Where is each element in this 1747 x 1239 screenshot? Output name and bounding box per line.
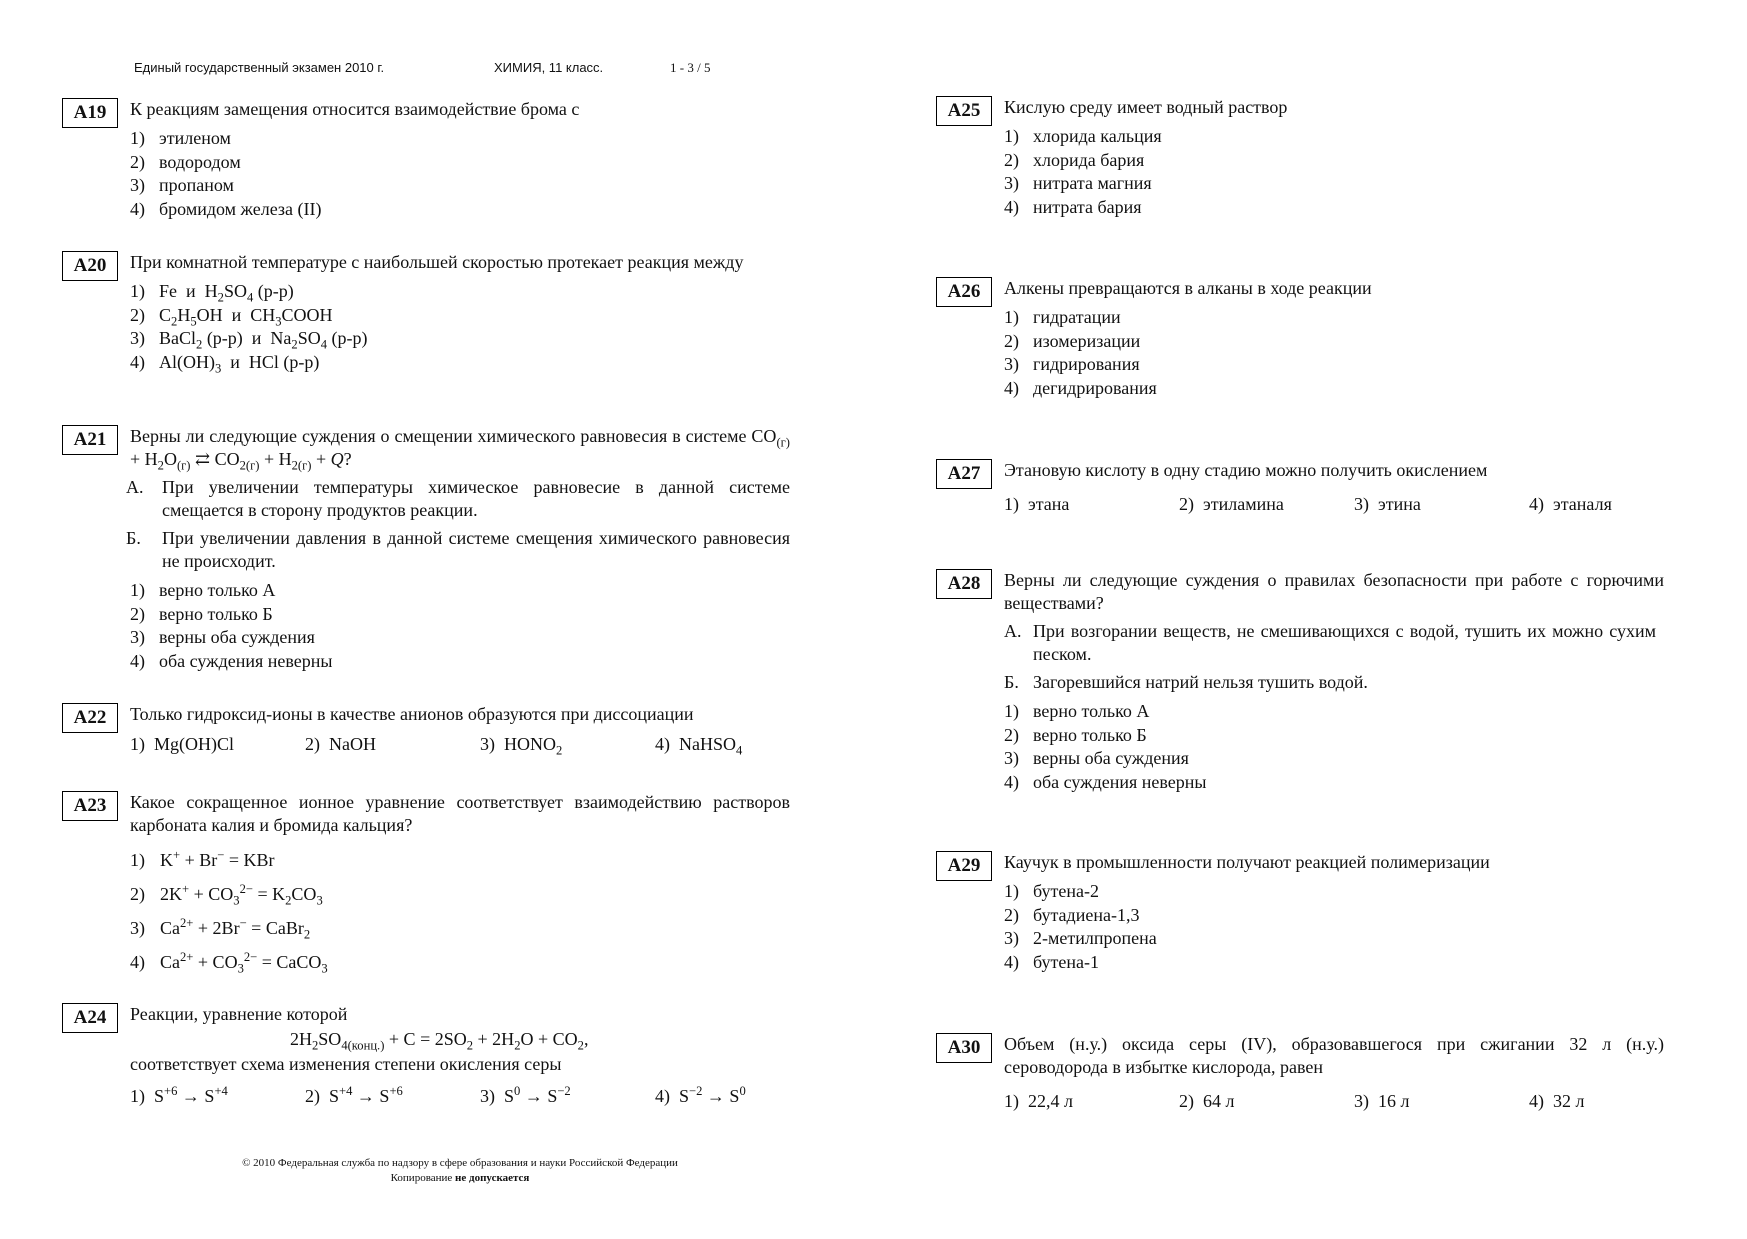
question-a27 [947, 459, 1734, 515]
answer-option: 2) бутадиена-1,3 [1004, 904, 1140, 925]
question-text: Какое сокращенное ионное уравнение соответствует взаимодействию растворов карбоната калия и бромида кальция? [130, 792, 790, 835]
question-a22 [73, 703, 790, 758]
copy-notice: Копирование не допускается [390, 1172, 530, 1184]
question-number: A29 [936, 851, 992, 881]
question-a19 [73, 98, 860, 221]
answer-option: 2) хлорида бария [1004, 149, 1145, 170]
answer-option: 1) бутена-2 [1004, 881, 1099, 901]
answer-option: 1) K+ + Br− = KBr [130, 848, 275, 870]
answer-option: 3) гидрирования [1004, 354, 1140, 374]
question-number: A25 [936, 96, 992, 126]
answer-option: 1) верно только А [1004, 701, 1150, 721]
answer-option: 2) NaOH [305, 734, 376, 754]
question-number: A26 [936, 277, 992, 307]
answer-option: 4) 32 л [1529, 1091, 1585, 1111]
answer-option: 2) 64 л [1179, 1091, 1235, 1111]
question-text: Реакции, уравнение которой [130, 1004, 348, 1024]
answer-option: 4) $Al(OH)_3$ и HCl (р-р) [130, 351, 320, 376]
answer-option: 1) верно только А [130, 580, 276, 600]
statement-b: Б. При увеличении давления в данной системе смещения химического равновесия не происходит. [126, 528, 790, 571]
answer-option: 2) $S^{+4} \to S^{+6}$ [305, 1084, 403, 1106]
question-a25 [947, 96, 1734, 219]
question-number: A20 [62, 251, 118, 281]
answer-option: 2) верно только Б [1004, 724, 1147, 745]
answer-option: 3) $Ca^{2+} + 2Br^-$ = CaBr$_2$ [130, 916, 311, 942]
page-number: 1 - 3 / 5 [670, 60, 711, 75]
question-text: Верны ли следующие суждения о смещении химического равновесия в системе $CO_{(г)} + H_2O_{(г)}$ ⇄ $CO_{2(г)} + H_{2(г)} + Q$? [130, 426, 790, 473]
answer-option: 3) пропаном [130, 175, 234, 195]
answer-option: 2) $2K^+ + CO_3^{2-} = K_2CO_3$ [130, 882, 323, 908]
statement-a: А. При увеличении температуры химическое равновесие в данной системе смещается в сторону продуктов реакции. [126, 477, 790, 520]
answer-option: 4) NaHSO$_4$ [655, 734, 743, 758]
question-a30 [947, 1033, 1664, 1112]
answer-option: 3) 2-метилпропена [1004, 928, 1157, 948]
question-text: Каучук в промышленности получают реакцией полимеризации [1004, 852, 1490, 872]
answer-option: 4) оба суждения неверны [130, 650, 333, 671]
question-a28 [947, 569, 1664, 794]
question-a23 [73, 791, 790, 979]
question-a21 [73, 425, 790, 673]
question-number: A30 [936, 1033, 992, 1063]
question-text: Кислую среду имеет водный раствор [1004, 97, 1288, 117]
question-text: К реакциям замещения относится взаимодействие брома с [130, 99, 580, 119]
answer-option: 3) 16 л [1354, 1091, 1410, 1111]
question-number: A21 [62, 425, 118, 455]
question-text: При комнатной температуре с наибольшей скоростью протекает реакция между [130, 252, 744, 272]
question-text-continued: соответствует схема изменения степени окисления серы [130, 1054, 562, 1074]
answer-option: 2) изомеризации [1004, 330, 1141, 351]
answer-option: 4) нитрата бария [1004, 196, 1142, 217]
answer-option: 1) 22,4 л [1004, 1091, 1073, 1111]
answer-option: 4) бутена-1 [1004, 951, 1099, 972]
reaction-equation: $2H_2SO_{4(конц.)} + C = 2SO_2 + 2H_2O + CO_2$, [290, 1029, 589, 1053]
question-number: A19 [62, 98, 118, 128]
question-text: Этановую кислоту в одну стадию можно получить окислением [1004, 460, 1488, 480]
answer-option: 4) этаналя [1529, 494, 1612, 514]
answer-option: 2) водородом [130, 151, 241, 172]
copyright-line: © 2010 Федеральная служба по надзору в сфере образования и науки Российской Федерации [242, 1157, 678, 1169]
question-text: Алкены превращаются в алканы в ходе реакции [1004, 278, 1372, 298]
answer-option: 1) $S^{+6} \to S^{+4}$ [130, 1084, 228, 1106]
answer-option: 3) верны оба суждения [1004, 748, 1189, 768]
answer-option: 1) этиленом [130, 128, 231, 148]
statement-a: А. При возгорании веществ, не смешивающихся с водой, тушить их можно сухим песком. [1004, 621, 1656, 664]
answer-option: 2) $C_2H_5OH$ и $CH_3COOH$ [130, 304, 333, 329]
subject-title: ХИМИЯ, 11 класс. [494, 60, 604, 75]
answer-option: 1) этана [1004, 494, 1070, 514]
answer-option: 1) Fe и $H_2SO_4$ (р-р) [130, 281, 294, 305]
question-text: Объем (н.у.) оксида серы (IV), образовавшегося при сжигании 32 л (н.у.) сероводорода в избытке кислорода, равен [1004, 1034, 1664, 1077]
answer-option: 4) $S^{-2} \to S^0$ [655, 1084, 746, 1106]
question-number: A28 [936, 569, 992, 599]
answer-option: 3) $HONO_2$ [480, 734, 563, 758]
question-text: Верны ли следующие суждения о правилах безопасности при работе с горючими веществами? [1004, 570, 1664, 613]
answer-option: 1) хлорида кальция [1004, 126, 1162, 146]
copyright-footer [0, 1156, 920, 1186]
question-number: A22 [62, 703, 118, 733]
answer-option: 4) оба суждения неверны [1004, 771, 1207, 792]
question-a24 [73, 1003, 790, 1107]
answer-option: 4) дегидрирования [1004, 377, 1157, 398]
answer-option: 3) этина [1354, 494, 1421, 514]
answer-option: 2) этиламина [1179, 494, 1284, 514]
answer-option: 1) Mg(OH)Cl [130, 734, 234, 754]
answer-option: 2) верно только Б [130, 603, 273, 624]
exam-title: Единый государственный экзамен 2010 г. [134, 60, 385, 75]
question-number: A24 [62, 1003, 118, 1033]
answer-option: 4) $Ca^{2+} + CO_3^{2-}$ = CaCO$_3$ [130, 950, 328, 976]
answer-option: 3) BaCl$_2$ (р-р) и $Na_2SO_4$ (р-р) [130, 328, 368, 352]
answer-option: 3) $S^0 \to S^{-2}$ [480, 1084, 571, 1106]
question-a26 [947, 277, 1734, 400]
question-a29 [947, 851, 1734, 974]
answer-option: 3) верны оба суждения [130, 627, 315, 647]
statement-b: Б. Загоревшийся натрий нельзя тушить водой. [1004, 672, 1368, 692]
question-number: A27 [936, 459, 992, 489]
answer-option: 3) нитрата магния [1004, 173, 1152, 193]
answer-option: 4) бромидом железа (II) [130, 198, 322, 219]
question-number: A23 [62, 791, 118, 821]
question-a20 [73, 251, 790, 376]
answer-option: 1) гидратации [1004, 307, 1121, 327]
question-text: Только гидроксид-ионы в качестве анионов образуются при диссоциации [130, 704, 694, 724]
